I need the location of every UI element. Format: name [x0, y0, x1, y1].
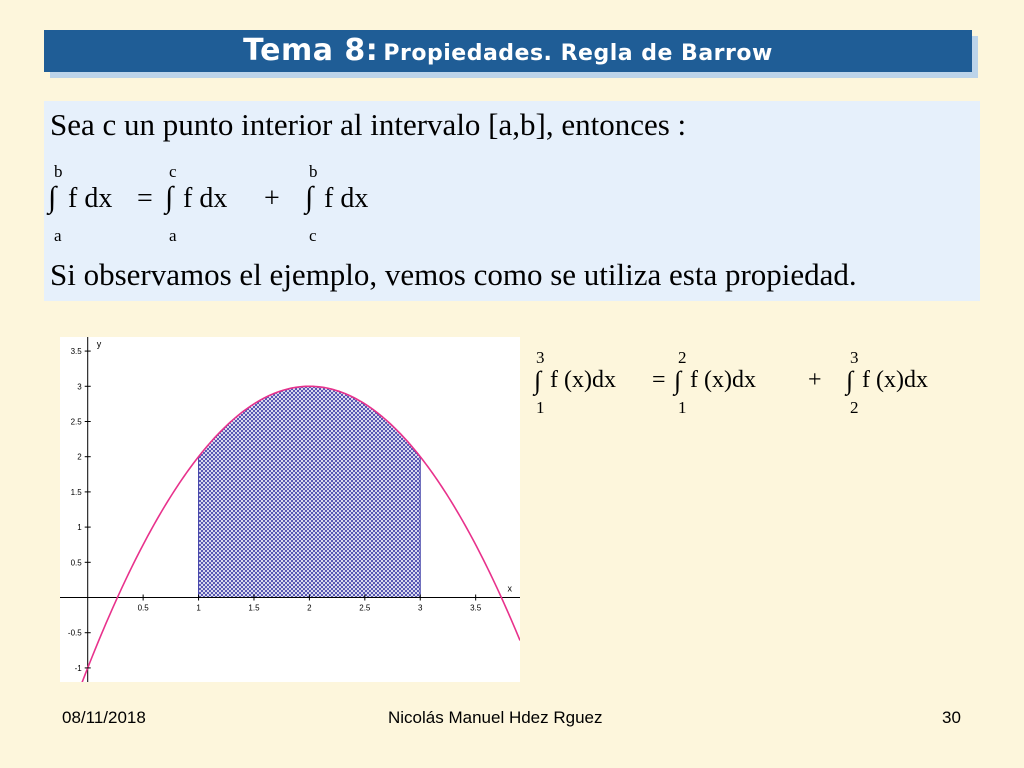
- int3-lower: c: [309, 226, 317, 245]
- y-axis-label: y: [96, 339, 102, 349]
- y-tick-label: -1: [74, 663, 82, 673]
- footer-date: 08/11/2018: [62, 708, 146, 727]
- x-tick-label: 1: [196, 603, 201, 613]
- slide-title: [44, 33, 972, 73]
- ex-int3-upper: 3: [850, 348, 859, 367]
- x-tick-label: 0.5: [137, 603, 149, 613]
- int3-upper: b: [309, 162, 318, 181]
- int3-body: f dx: [324, 183, 369, 214]
- y-tick-label: 0.5: [70, 558, 82, 568]
- ex-int1-body: f (x)dx: [550, 367, 616, 393]
- y-tick-label: 2.5: [70, 417, 82, 427]
- int1-upper: b: [54, 162, 63, 181]
- int2-body: f dx: [183, 183, 228, 214]
- ex-int1-upper: 3: [536, 348, 545, 367]
- y-tick-label: 2: [77, 452, 82, 462]
- x-tick-label: 2: [307, 603, 312, 613]
- ex-integral-sign-2: ∫: [674, 366, 682, 395]
- ex-int3-lower: 2: [850, 398, 859, 417]
- y-tick-label: 1: [77, 523, 82, 533]
- ex-int3-body: f (x)dx: [862, 367, 928, 393]
- ex-int1-lower: 1: [536, 398, 545, 417]
- parabola-chart: [60, 337, 520, 682]
- integral-sign-1: ∫: [48, 181, 57, 214]
- title-bar: [44, 30, 972, 72]
- y-tick-label: -0.5: [67, 628, 82, 638]
- int1-body: f dx: [68, 183, 113, 214]
- ex-int2-upper: 2: [678, 348, 687, 367]
- plus-sign: +: [264, 183, 280, 214]
- ex-integral-sign-1: ∫: [534, 366, 542, 395]
- ex-int2-lower: 1: [678, 398, 687, 417]
- y-tick-label: 1.5: [70, 487, 82, 497]
- ex-int2-body: f (x)dx: [690, 367, 756, 393]
- ex-integral-sign-3: ∫: [846, 366, 854, 395]
- ex-plus-sign: +: [808, 367, 822, 393]
- example-formula: [530, 348, 990, 418]
- x-tick-label: 3: [418, 603, 423, 613]
- int2-upper: c: [169, 162, 177, 181]
- statement-box: [44, 101, 980, 301]
- statement-line-2: Si observamos el ejemplo, vemos como se utiliza esta propiedad.: [50, 257, 857, 292]
- equals-sign: =: [137, 183, 153, 214]
- shaded-area: [199, 386, 421, 597]
- x-tick-label: 1.5: [248, 603, 260, 613]
- ex-equals-sign: =: [652, 367, 666, 393]
- x-tick-label: 2.5: [359, 603, 371, 613]
- y-tick-label: 3: [77, 382, 82, 392]
- y-tick-label: 3.5: [70, 347, 82, 357]
- statement-line-1: Sea c un punto interior al intervalo [a,b], entonces :: [50, 107, 687, 142]
- title-main: Tema 8:: [243, 33, 379, 68]
- x-tick-label: 3.5: [470, 603, 482, 613]
- footer-page-number: 30: [942, 708, 961, 727]
- integral-sign-3: ∫: [305, 181, 314, 214]
- title-sub: Propiedades. Regla de Barrow: [383, 41, 773, 66]
- integral-sign-2: ∫: [165, 181, 174, 214]
- int2-lower: a: [169, 226, 177, 245]
- x-axis-label: x: [507, 583, 512, 594]
- int1-lower: a: [54, 226, 62, 245]
- footer-author: Nicolás Manuel Hdez Rguez: [388, 708, 603, 727]
- chart-svg: [60, 337, 520, 682]
